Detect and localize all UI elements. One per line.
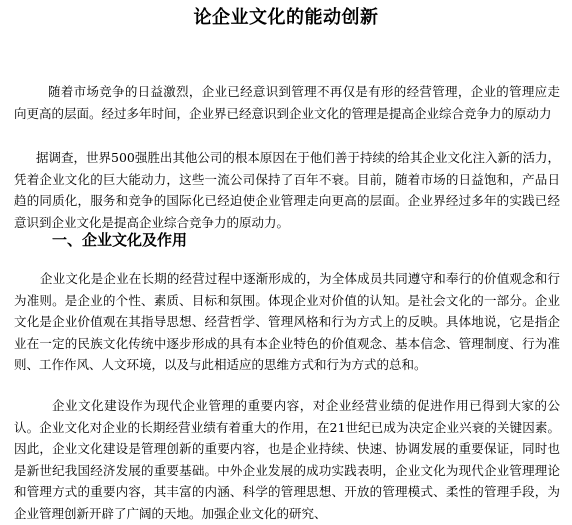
paragraph-importance: 企业文化建设作为现代企业管理的重要内容，对企业经营业绩的促进作用已得到大家的公认。企业文化对企业的长期经营业绩有着重大的作用，在21世纪已成为决定企业兴衰的关键因素。因此，企业文化建设是管理创新的重要内容，也是企业持续、快速、协调发展的重要保证，同时也是新世纪我国经济发展的重要基础。中外企业发展的成功实践表明，企业文化为现代企业管理理论和管理方式的重要内容，其丰富的内涵、科学的管理思想、开放的管理模式、柔性的管理手段，为企业管理创新开辟了广阔的天地。加强企业文化的研究、 xyxy=(14,398,560,521)
paragraph-survey: 据调查，世界500强胜出其他公司的根本原因在于他们善于持续的给其企业文化注入新的活力，凭着企业文化的巨大能动力，这些一流公司保持了百年不衰。目前，随着市场的日益饱和，产品日趋的同质化，服务和竞争的国际化已经迫使企业管理走向更高的层面。企业界经过多年的实践已经意识到企业文化是提高企业综合竞争力的原动力。 xyxy=(14,150,560,230)
document-title: 论企业文化的能动创新 xyxy=(193,7,379,28)
paragraph-intro: 随着市场竞争的日益激烈，企业已经意识到管理不再仅是有形的经营管理，企业的管理应走向更高的层面。经过多年时间，企业界已经意识到企业文化的管理是提高企业综合竞争力的原动力 xyxy=(14,84,560,121)
section-heading: 一、企业文化及作用 xyxy=(52,231,188,249)
paragraph-definition: 企业文化是企业在长期的经营过程中逐渐形成的，为全体成员共同遵守和奉行的价值观念和行为准则。是企业的个性、素质、目标和氛围。体现企业对价值的认知。是社会文化的一部分。企业文化是企业价值观在其指导思想、经营哲学、管理风格和行为方式上的反映。具体地说，它是指企业在一定的民族文化传统中逐步形成的具有本企业特色的价值观念、基本信念、管理制度、行为准则、工作作风、人文环境，以及与此相适应的思维方式和行为方式的总和。 xyxy=(14,271,560,372)
